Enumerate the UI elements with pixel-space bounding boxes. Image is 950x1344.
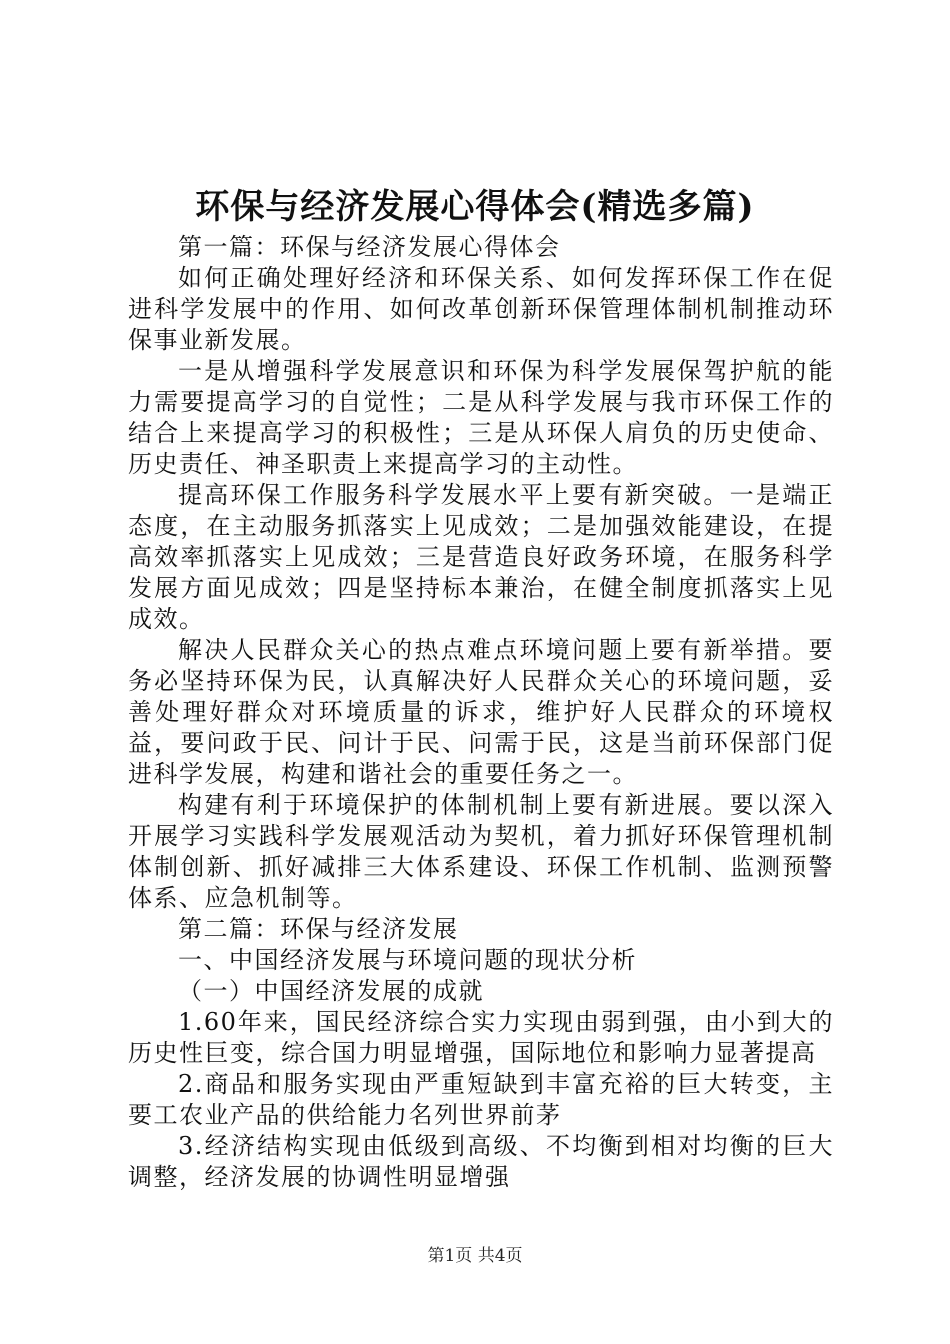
- paragraph: 解决人民群众关心的热点难点环境问题上要有新举措。要务必坚持环保为民，认真解决好人民群众关心的环境问题，妥善处理好群众对环境质量的诉求，维护好人民群众的环境权益，要问政于民、问计于民、问需于民，这是当前环保部门促进科学发展，构建和谐社会的重要任务之一。: [128, 636, 834, 788]
- paragraph: 提高环保工作服务科学发展水平上要有新突破。一是端正态度，在主动服务抓落实上见成效；二是加强效能建设，在提高效率抓落实上见成效；三是营造良好政务环境，在服务科学发展方面见成效；四是坚持标本兼治，在健全制度抓落实上见成效。: [128, 481, 834, 633]
- subsection-heading: （一）中国经济发展的成就: [178, 977, 484, 1005]
- paragraph: 一是从增强科学发展意识和环保为科学发展保驾护航的能力需要提高学习的自觉性；二是从科学发展与我市环保工作的结合上来提高学习的积极性；三是从环保人肩负的历史使命、历史责任、神圣职责上来提高学习的主动性。: [128, 357, 834, 478]
- list-item: 1.60年来，国民经济综合实力实现由弱到强，由小到大的历史性巨变，综合国力明显增强，国际地位和影响力显著提高: [128, 1008, 834, 1067]
- subsection-heading: 一、中国经济发展与环境问题的现状分析: [178, 946, 637, 974]
- list-item: 3.经济结构实现由低级到高级、不均衡到相对均衡的巨大调整，经济发展的协调性明显增强: [128, 1132, 834, 1191]
- page-number-footer: 第1页 共4页: [427, 1246, 523, 1266]
- section-heading-2: 第二篇：环保与经济发展: [178, 915, 459, 943]
- document-body: [128, 232, 834, 1193]
- list-item: 2.商品和服务实现由严重短缺到丰富充裕的巨大转变，主要工农业产品的供给能力名列世界前茅: [128, 1070, 834, 1129]
- paragraph: 构建有利于环境保护的体制机制上要有新进展。要以深入开展学习实践科学发展观活动为契机，着力抓好环保管理机制体制创新、抓好减排三大体系建设、环保工作机制、监测预警体系、应急机制等。: [128, 791, 834, 912]
- paragraph: 如何正确处理好经济和环保关系、如何发挥环保工作在促进科学发展中的作用、如何改革创新环保管理体制机制推动环保事业新发展。: [128, 264, 834, 354]
- document-title: 环保与经济发展心得体会(精选多篇): [195, 187, 755, 227]
- section-heading-1: 第一篇：环保与经济发展心得体会: [178, 233, 561, 261]
